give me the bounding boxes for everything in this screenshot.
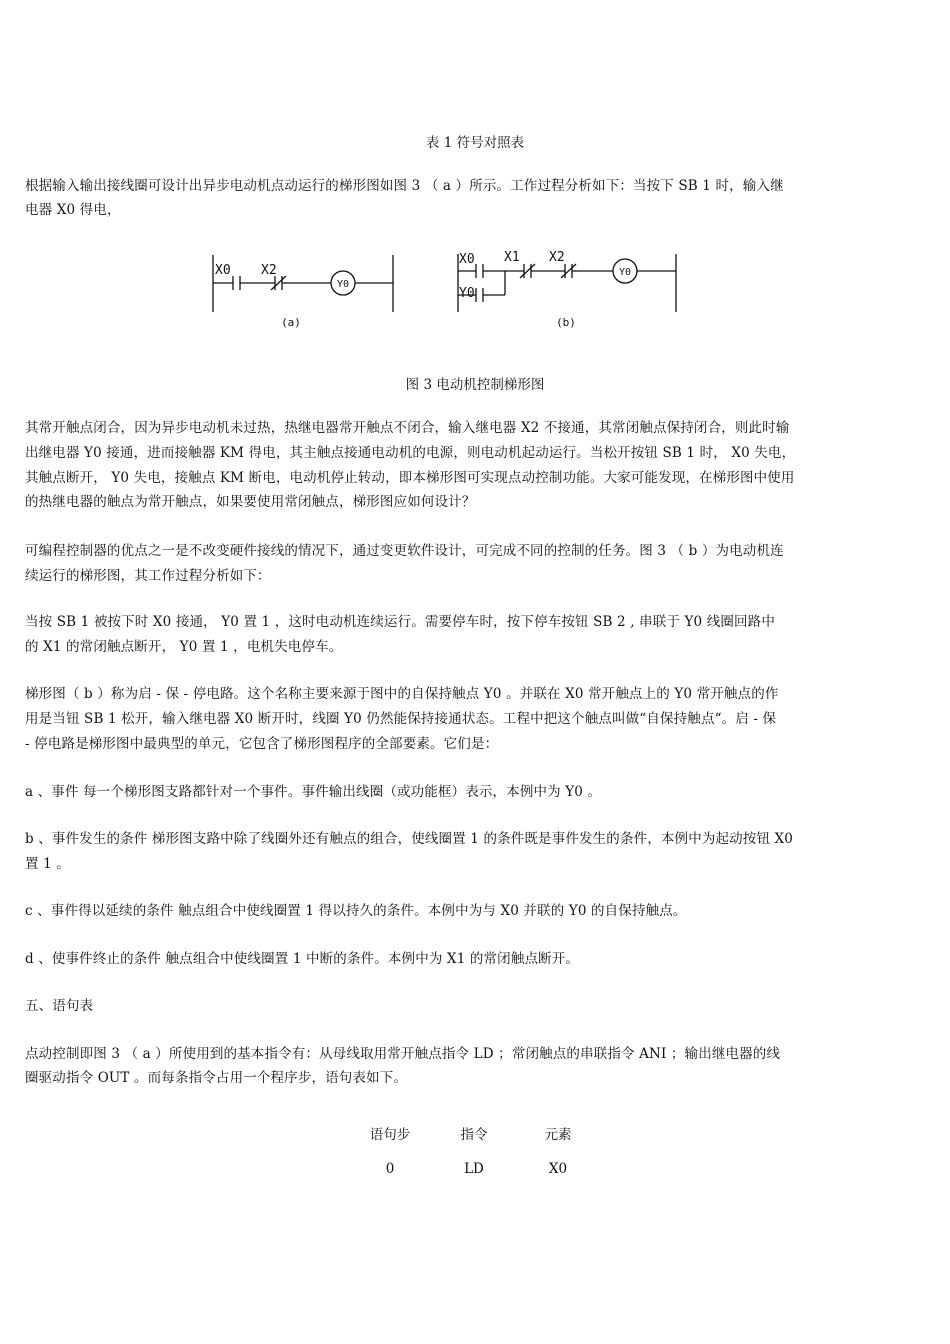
table-caption: 表 1 符号对照表 xyxy=(425,135,525,151)
paragraph-line: 电器 X0 得电， xyxy=(25,202,121,218)
paragraph-line: 圈驱动指令 OUT 。而每条指令占用一个程序步，语句表如下。 xyxy=(25,1070,408,1086)
table-cell-instruction: LD xyxy=(464,1161,484,1177)
list-item: a 、事件 每一个梯形图支路都针对一个事件。事件输出线圈（或功能框）表示，本例中为 Y0 。 xyxy=(25,784,602,800)
contact-label: X2 xyxy=(261,263,277,278)
paragraph-line: 点动控制即图 3 （ a ）所使用到的基本指令有：从母线取用常开触点指令 LD ；常闭触点的串联指令 ANI ；输出继电器的线 xyxy=(25,1046,781,1062)
diagram-label: (a) xyxy=(281,316,301,329)
paragraph-line: 的热继电器的触点为常开触点，如果要使用常闭触点，梯形图应如何设计？ xyxy=(25,494,476,510)
paragraph-line: 根据输入输出接线圈可设计出异步电动机点动运行的梯形图如图 3 （ a ）所示。工作过程分析如下：当按下 SB 1 时，输入继 xyxy=(25,178,784,194)
list-item: d 、使事件终止的条件 触点组合中使线圈置 1 中断的条件。本例中为 X1 的常闭触点断开。 xyxy=(25,951,580,967)
paragraph-line: 当按 SB 1 被按下时 X0 接通， Y0 置 1 ，这时电动机连续运行。需要停车时，按下停车按钮 SB 2 , 串联于 Y0 线圈回路中 xyxy=(25,614,775,630)
list-item: b 、事件发生的条件 梯形图支路中除了线圈外还有触点的组合，使线圈置 1 的条件既是事件发生的条件，本例中为起动按钮 X0 xyxy=(25,831,794,847)
table-header-instruction: 指令 xyxy=(460,1127,488,1143)
diagram-label: (b) xyxy=(556,316,576,329)
paragraph-line: - 停电路是梯形图中最典型的单元，它包含了梯形图程序的全部要素。它们是： xyxy=(25,736,499,752)
paragraph-line: 续运行的梯形图，其工作过程分析如下： xyxy=(25,568,271,584)
coil-label: Y0 xyxy=(336,279,350,290)
paragraph-line: 其常开触点闭合，因为异步电动机未过热，热继电器常开触点不闭合，输入继电器 X2 不接通，其常闭触点保持闭合，则此时输 xyxy=(25,420,790,436)
section-title: 五、语句表 xyxy=(25,998,94,1014)
paragraph-line: 用是当钮 SB 1 松开，输入继电器 X0 断开时，线圈 Y0 仍然能保持接通状态。工程中把这个触点叫做“自保持触点“。启 - 保 xyxy=(25,711,777,727)
paragraph-line: 其触点断开， Y0 失电，接触点 KM 断电，电动机停止转动，即本梯形图可实现点动控制功能。大家可能发现，在梯形图中使用 xyxy=(25,470,795,486)
table-header-element: 元素 xyxy=(544,1127,572,1143)
contact-label: X0 xyxy=(459,252,475,267)
contact-label: X0 xyxy=(215,263,231,278)
paragraph-line: 可编程控制器的优点之一是不改变硬件接线的情况下，通过变更软件设计，可完成不同的控制的任务。图 3 （ b ）为电动机连 xyxy=(25,543,784,559)
paragraph-line: 出继电器 Y0 接通，进而接触器 KM 得电，其主触点接通电动机的电源，则电动机起动运行。当松开按钮 SB 1 时， X0 失电， xyxy=(25,445,796,461)
table-cell-step: 0 xyxy=(385,1161,395,1177)
table-cell-element: X0 xyxy=(548,1161,568,1177)
table-header-step: 语句步 xyxy=(369,1127,411,1143)
ladder-diagram-b xyxy=(450,246,690,332)
contact-label: X1 xyxy=(504,250,520,265)
contact-label: X2 xyxy=(549,250,565,265)
coil-label: Y0 xyxy=(618,267,632,278)
list-item: 置 1 。 xyxy=(25,856,70,872)
paragraph-line: 的 X1 的常闭触点断开， Y0 置 1 ，电机失电停车。 xyxy=(25,639,343,655)
figure-caption: 图 3 电动机控制梯形图 xyxy=(405,377,545,393)
ladder-diagram-a xyxy=(205,252,400,332)
contact-label: Y0 xyxy=(459,286,475,301)
list-item: c 、事件得以延续的条件 触点组合中使线圈置 1 得以持久的条件。本例中为与 X0 并联的 Y0 的自保持触点。 xyxy=(25,903,687,919)
paragraph-line: 梯形图（ b ）称为启 - 保 - 停电路。这个名称主要来源于图中的自保持触点 Y0 。并联在 X0 常开触点上的 Y0 常开触点的作 xyxy=(25,686,779,702)
